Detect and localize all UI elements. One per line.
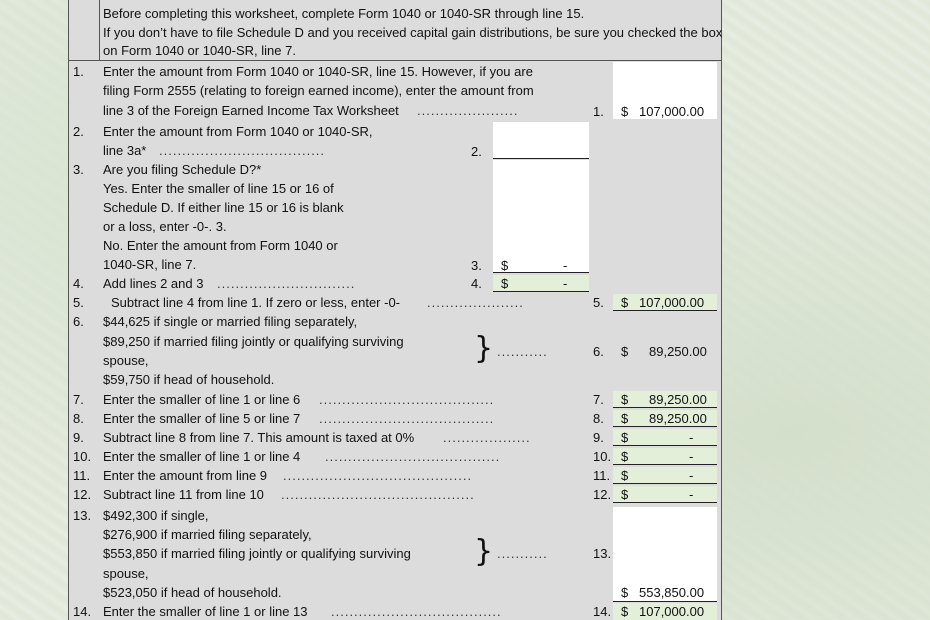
- line-5-leader: .....................: [427, 295, 524, 310]
- line-4-currency: $: [501, 276, 509, 291]
- line-3-ref: 3.: [471, 258, 482, 273]
- line-6-text-a: $44,625 if single or married filing separately,: [103, 314, 358, 329]
- line-12-amount-box: [613, 486, 717, 503]
- divider: [69, 60, 721, 61]
- intro-line-2: If you don’t have to file Schedule D and you received capital gain distributions, be sure you checked the box: [103, 25, 723, 40]
- worksheet-intro: [99, 0, 722, 61]
- line-10-currency: $: [621, 449, 629, 464]
- line-3-text-a: Are you filing Schedule D?*: [103, 162, 262, 177]
- line-13-text-e: $523,050 if head of household.: [103, 585, 282, 600]
- line-13-text-c: $553,850 if married filing jointly or qualifying surviving: [103, 546, 411, 561]
- line-11-amount-box: [613, 467, 717, 484]
- line-6-leader: ...........: [497, 344, 548, 359]
- line-5-text: Subtract line 4 from line 1. If zero or less, enter -0-: [111, 295, 401, 310]
- line-13-text-d: spouse,: [103, 566, 149, 581]
- line-7-currency: $: [621, 392, 629, 407]
- line-11-leader: .........................................: [283, 468, 473, 483]
- line-8-number: 8.: [73, 411, 84, 426]
- line-2-text-b: line 3a*: [103, 143, 147, 158]
- line-12-currency: $: [621, 487, 629, 502]
- line-1-currency: $: [621, 104, 629, 119]
- line-6-text-d: $59,750 if head of household.: [103, 372, 275, 387]
- line-2-number: 2.: [73, 124, 84, 139]
- line-1-text-c: line 3 of the Foreign Earned Income Tax Worksheet: [103, 103, 399, 118]
- line-3-text-d: or a loss, enter -0-. 3.: [103, 219, 227, 234]
- line-11-text: Enter the amount from line 9: [103, 468, 268, 483]
- line-1-number: 1.: [73, 64, 84, 79]
- line-5-amount: 107,000.00: [639, 295, 705, 310]
- line-14-currency: $: [621, 604, 629, 619]
- line-3-amount-box: [493, 160, 589, 273]
- line-4-leader: ..............................: [217, 276, 356, 291]
- line-10-text: Enter the smaller of line 1 or line 4: [103, 449, 301, 464]
- line-6-brace: }: [474, 331, 494, 366]
- line-7-leader: ......................................: [319, 392, 495, 407]
- line-6-number: 6.: [73, 314, 84, 329]
- line-10-amount-box: [613, 448, 717, 465]
- line-3-text-b: Yes. Enter the smaller of line 15 or 16 of: [103, 181, 334, 196]
- line-14-amount: 107,000.00: [639, 604, 705, 619]
- intro-line-3: on Form 1040 or 1040-SR, line 7.: [103, 43, 296, 58]
- line-8-amount: 89,250.00: [649, 411, 707, 426]
- line-4-number: 4.: [73, 276, 84, 291]
- line-9-text: Subtract line 8 from line 7. This amount is taxed at 0%: [103, 430, 415, 445]
- line-7-amount: 89,250.00: [649, 392, 707, 407]
- line-14-leader: .....................................: [331, 604, 502, 619]
- line-3-text-c: Schedule D. If either line 15 or 16 is blank: [103, 200, 344, 215]
- line-5-currency: $: [621, 295, 629, 310]
- line-8-ref: 8.: [593, 411, 604, 426]
- line-2-text-a: Enter the amount from Form 1040 or 1040-SR,: [103, 124, 373, 139]
- line-14-number: 14.: [73, 604, 92, 619]
- line-10-amount: -: [689, 449, 694, 464]
- line-4-ref: 4.: [471, 276, 482, 291]
- line-6-currency: $: [621, 344, 629, 359]
- line-14-ref: 14.: [593, 604, 612, 619]
- line-5-ref: 5.: [593, 295, 604, 310]
- line-3-number: 3.: [73, 162, 84, 177]
- line-9-number: 9.: [73, 430, 84, 445]
- line-2-amount-box: [493, 122, 589, 159]
- line-9-currency: $: [621, 430, 629, 445]
- line-13-currency: $: [621, 585, 629, 600]
- line-2-ref: 2.: [471, 144, 482, 159]
- line-3-currency: $: [501, 258, 509, 273]
- line-9-leader: ...................: [443, 430, 531, 445]
- line-7-text: Enter the smaller of line 1 or line 6: [103, 392, 301, 407]
- line-11-ref: 11.: [593, 468, 611, 483]
- line-13-brace: }: [474, 534, 494, 569]
- line-10-ref: 10.: [593, 449, 612, 464]
- line-11-amount: -: [689, 468, 694, 483]
- line-6-amount: 89,250.00: [649, 344, 707, 359]
- intro-line-1: Before completing this worksheet, complete Form 1040 or 1040-SR through line 15.: [103, 6, 585, 21]
- line-1-text-b: filing Form 2555 (relating to foreign earned income), enter the amount from: [103, 83, 534, 98]
- line-4-text: Add lines 2 and 3: [103, 276, 204, 291]
- line-12-text: Subtract line 11 from line 10: [103, 487, 264, 502]
- line-3-text-f: 1040-SR, line 7.: [103, 257, 197, 272]
- line-5-number: 5.: [73, 295, 84, 310]
- line-13-leader: ...........: [497, 546, 548, 561]
- line-12-number: 12.: [73, 487, 92, 502]
- line-13-amount: 553,850.00: [639, 585, 705, 600]
- line-8-currency: $: [621, 411, 629, 426]
- line-10-leader: ......................................: [325, 449, 501, 464]
- line-10-number: 10.: [73, 449, 92, 464]
- line-11-currency: $: [621, 468, 629, 483]
- line-13-text-a: $492,300 if single,: [103, 508, 209, 523]
- line-2-leader: ....................................: [159, 143, 326, 158]
- line-7-ref: 7.: [593, 392, 604, 407]
- line-6-ref: 6.: [593, 344, 604, 359]
- line-1-leader: ......................: [417, 103, 519, 118]
- line-6-text-c: spouse,: [103, 353, 149, 368]
- line-8-text: Enter the smaller of line 5 or line 7: [103, 411, 301, 426]
- line-11-number: 11.: [73, 468, 91, 483]
- line-7-number: 7.: [73, 392, 84, 407]
- line-14-text: Enter the smaller of line 1 or line 13: [103, 604, 308, 619]
- line-13-ref: 13.: [593, 546, 612, 561]
- line-12-leader: ..........................................: [281, 487, 475, 502]
- line-1-amount: 107,000.00: [639, 104, 705, 119]
- line-12-ref: 12.: [593, 487, 612, 502]
- line-9-amount: -: [689, 430, 694, 445]
- line-13-text-b: $276,900 if married filing separately,: [103, 527, 312, 542]
- line-3-amount: -: [563, 258, 568, 273]
- line-9-amount-box: [613, 429, 717, 446]
- line-8-leader: ......................................: [319, 411, 495, 426]
- line-1-text-a: Enter the amount from Form 1040 or 1040-SR, line 15. However, if you are: [103, 64, 533, 79]
- qualified-dividends-worksheet: [68, 0, 722, 620]
- line-12-amount: -: [689, 487, 694, 502]
- line-9-ref: 9.: [593, 430, 604, 445]
- line-6-text-b: $89,250 if married filing jointly or qualifying surviving: [103, 334, 404, 349]
- line-1-ref: 1.: [593, 104, 604, 119]
- line-4-amount: -: [563, 276, 568, 291]
- line-13-number: 13.: [73, 508, 92, 523]
- line-3-text-e: No. Enter the amount from Form 1040 or: [103, 238, 338, 253]
